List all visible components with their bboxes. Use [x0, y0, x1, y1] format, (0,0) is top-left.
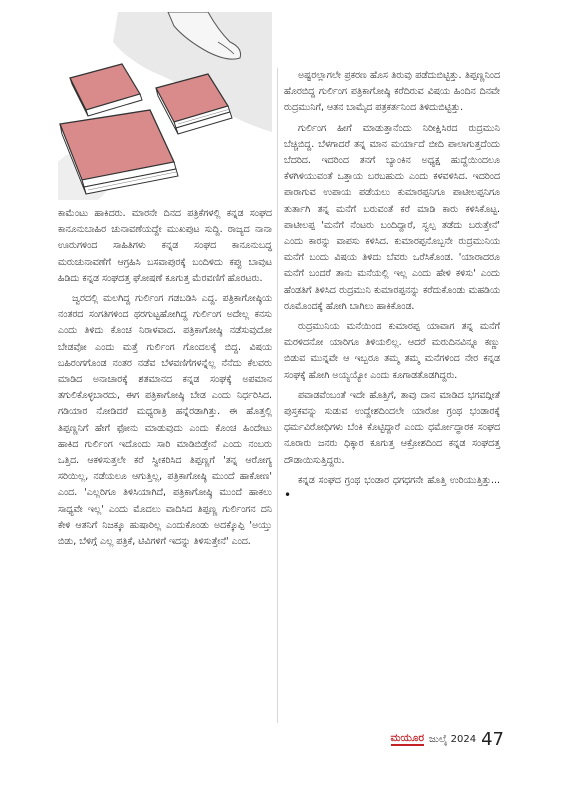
magazine-logo: ಮಯೂರ: [390, 732, 424, 744]
paragraph: ಗುರ್ಲಿಂಗ ಹೀಗೆ ಮಾಡುತ್ತಾನೆಂದು ನಿರೀಕ್ಷಿಸಿರದ ರುದ್ರಮುನಿ ಬೆಚ್ಚಿಬಿದ್ದ. ಬೆಳಗಾದರೆ ತನ್ನ ಮಾನ ಮರ್ಯಾದೆ ಬೀದಿ ಪಾಲಾಗುತ್ತದೆಂದು ಬೆದರಿದ. ಇದರಿಂದ ತನಗೆ ಬ್ಯಾಂಕಿನ ಅಧ್ಯಕ್ಷ ಹುದ್ದೆಯಿಂದಲೂ ಕೆಳಗಿಳಿಯುವಂತೆ ಒತ್ತಾಯ ಬರಬಹುದು ಎಂದು ಕಳವಳಿಸಿದ. ಇದರಿಂದ ಪಾರಾಗುವ ಉಪಾಯ ಪಡೆಯಲು ಕುಮಾರಪ್ಪನಿಗೂ ಪಾಟೀಲಪ್ಪನಿಗೂ ತುರ್ತಾಗಿ ತನ್ನ ಮನೆಗೆ ಬರುವಂತೆ ಕರೆ ಮಾಡಿ ಕಾರು ಕಳಿಸಿಕೊಟ್ಟ. ಪಾಟೀಲಪ್ಪ 'ಮನೆಗೆ ನೆಂಟರು ಬಂದಿದ್ದಾರೆ, ಸ್ವಲ್ಪ ತಡೆದು ಬರುತ್ತೇನೆ' ಎಂದು ಕಾರನ್ನು ವಾಪಸು ಕಳಿಸಿದ. ಕುಮಾರಪ್ಪನೊಬ್ಬನೇ ರುದ್ರಮುನಿಯ ಮನೆಗೆ ಬಂದು ವಿಷಯ ತಿಳಿದು ಬೆವರು ಒರೆಸಿಕೊಂಡ. 'ಯಾರಾದರೂ ಮನೆಗೆ ಬಂದರೆ ತಾನು ಮನೆಯಲ್ಲಿ ಇಲ್ಲ ಎಂದು ಹೇಳಿ ಕಳಿಸು' ಎಂದು ಹೆಂಡತಿಗೆ ತಿಳಿಸಿದ ರುದ್ರಮುನಿ ಕುಮಾರಪ್ಪನನ್ನು ಕರೆದುಕೊಂಡು ಮಹಡಿಯ ರೂಮೊಂದಕ್ಕೆ ಹೋಗಿ ಬಾಗಿಲು ಹಾಕಿಕೊಂಡ.: [284, 122, 500, 312]
article-left-column: [58, 206, 272, 554]
article-right-column: [284, 68, 500, 509]
page-number: 47: [481, 728, 504, 750]
stacked-books-illustration: [58, 12, 272, 200]
paragraph-text: ಕನ್ನಡ ಸಂಘದ ಗ್ರಂಥ ಭಂಡಾರ ಧಗಧಗನೇ ಹೊತ್ತಿ ಉರಿಯುತ್ತಿತ್ತು...: [298, 474, 500, 486]
stacked-books-icon: [58, 12, 272, 200]
end-mark: •: [284, 488, 292, 503]
column-divider: [277, 68, 278, 723]
issue-date: ಜುಲೈ 2024: [429, 733, 477, 745]
paragraph: [284, 473, 500, 505]
paragraph: ಅಷ್ಟರಲ್ಲಾಗಲೇ ಪ್ರಕರಣ ಹೊಸ ತಿರುವು ಪಡೆದುಬಿಟ್ಟಿತ್ತು. ತಿಪ್ಪಣ್ಣನಿಂದ ಹೊರಬಿದ್ದ ಗುರ್ಲಿಂಗ ಪತ್ರಿಕಾಗೋಷ್ಠಿ ಕರೆದಿರುವ ವಿಷಯ ಹಿಂದಿನ ದಿನವೇ ರುದ್ರಮುನಿಗೆ, ಆತನ ಬಾಮೈದ ಪತ್ರಕರ್ತನಿಂದ ತಿಳಿದುಬಿಟ್ಟಿತ್ತು.: [284, 70, 500, 114]
paragraph: ಪವಾಡವೆಂಬಂತೆ ಇದೇ ಹೊತ್ತಿಗೆ, ತಾವು ದಾನ ಮಾಡಿದ ಭಗವದ್ಗೀತೆ ಪುಸ್ತಕವನ್ನು ಸುಡುವ ಉದ್ದೇಶದಿಂದಲೇ ಯಾರೋ ಗ್ರಂಥ ಭಂಡಾರಕ್ಕೆ ಧರ್ಮವಿರೋಧಿಗಳು ಬೆಂಕಿ ಕೊಟ್ಟಿದ್ದಾರೆ ಎಂದು ಧರ್ಮೋದ್ಧಾರಕ ಸಂಘದ ನೂರಾರು ಜನರು ಧಿಕ್ಕಾರ ಕೂಗುತ್ತ ಆಕ್ರೋಶದಿಂದ ಕನ್ನಡ ಸಂಘದತ್ತ ದೌಡಾಯಿಸುತ್ತಿದ್ದರು.: [284, 389, 500, 466]
paragraph: ಕಾಮೆಂಟು ಹಾಕಿದರು. ಮಾರನೇ ದಿನದ ಪತ್ರಿಕೆಗಳಲ್ಲಿ ಕನ್ನಡ ಸಂಘದ ಕಾನೂನುಬಾಹಿರ ಚುನಾವಣೆಯದ್ದೇ ಮುಖಪುಟ ಸುದ್ದಿ. ರಾಜ್ಯದ ನಾನಾ ಊರುಗಳಿಂದ ಸಾಹಿತಿಗಳು ಕನ್ನಡ ಸಂಘದ ಕಾನೂನುಬದ್ಧ ಮರುಚುನಾವಣೆಗೆ ಆಗ್ರಹಿಸಿ ಬಸವಾಪುರಕ್ಕೆ ಬಂದಿಳಿದು ಕಪ್ಪು ಬಾವುಟ ಹಿಡಿದು ಕನ್ನಡ ಸಂಘದತ್ತ ಘೋಷಣೆ ಕೂಗುತ್ತ ಮೆರವಣಿಗೆ ಹೊರಟರು.: [58, 208, 272, 284]
paragraph: ರುದ್ರಮುನಿಯ ಮನೆಯಿಂದ ಕುಮಾರಪ್ಪ ಯಾವಾಗ ತನ್ನ ಮನೆಗೆ ಮರಳಿದನೋ ಯಾರಿಗೂ ತಿಳಿಯಲಿಲ್ಲ. ಆದರೆ ಮರುದಿನವಿನ್ನೂ ಕಣ್ಣು ಬಿಡುವ ಮುನ್ನವೇ ಆ ಇಬ್ಬರೂ ತಮ್ಮ ತಮ್ಮ ಮನೆಗಳಿಂದ ನೇರ ಕನ್ನಡ ಸಂಘಕ್ಕೆ ಹೋಗಿ ಅಯ್ಯಯ್ಯೋ ಎಂದು ಕೂಗಾಡತೊಡಗಿದ್ದರು.: [284, 321, 500, 381]
page-footer: [391, 728, 504, 750]
paragraph: ಜ್ವರದಲ್ಲಿ ಮಲಗಿದ್ದ ಗುರ್ಲಿಂಗ ಗಡಬಡಿಸಿ ಎದ್ದ. ಪತ್ರಿಕಾಗೋಷ್ಠಿಯ ನಂತರದ ಸಂಗತಿಗಳಿಂದ ಥರಗುಟ್ಟಹೋಗಿದ್ದ ಗುರ್ಲಿಂಗ ಅದೇಲ್ಲ ಕನಸು ಎಂದು ತಿಳಿದು ಕೊಂಚ ನಿರಾಳವಾದ. ಪತ್ರಿಕಾಗೋಷ್ಠಿ ನಡೆಸುವುದೋ ಬೇಡವೋ ಎಂದು ಮತ್ತೆ ಗುರ್ಲಿಂಗ ಗೊಂದಲಕ್ಕೆ ಬಿದ್ದ. ವಿಷಯ ಬಹಿರಂಗಗೊಂಡ ನಂತರ ನಡೆವ ಬೆಳವಣಿಗೆಗಳನ್ನೆಲ್ಲ ನೆನೆದು ಕೆಲವರು ಮಾಡಿದ ಅನಾಚಾರಕ್ಕೆ ಶತಮಾನದ ಕನ್ನಡ ಸಂಘಕ್ಕೆ ಅಪಮಾನ ತಗುಲಿಕೊಳ್ಳಬಾರದು, ಈಗ ಪತ್ರಿಕಾಗೋಷ್ಠಿ ಬೇಡ ಎಂದು ನಿರ್ಧರಿಸಿದ. ಗಡಿಯಾರ ನೋಡಿದರೆ ಮಧ್ಯರಾತ್ರಿ ಹನ್ನೆರಡಾಗಿತ್ತು. ಈ ಹೊತ್ತಲ್ಲಿ ತಿಪ್ಪಣ್ಣನಿಗೆ ಹೇಗೆ ಫೋನು ಮಾಡುವುದು ಎಂದು ಕೊಂಚ ಹಿಂದೇಟು ಹಾಕಿದ ಗುರ್ಲಿಂಗ ಇದೊಂದು ಸಾರಿ ಮಾಡಿಬಿಡ್ತೇನೆ ಎಂದು ನಂಬರು ಒತ್ತಿದ. ಆಕಳಿಸುತ್ತಲೇ ಕರೆ ಸ್ವೀಕರಿಸಿದ ತಿಪ್ಪಣ್ಣಗೆ 'ತನ್ನ ಆರೋಗ್ಯ ಸರಿಯಿಲ್ಲ, ನಡೆಯಲೂ ಆಗುತ್ತಿಲ್ಲ, ಪತ್ರಿಕಾಗೋಷ್ಠಿ ಮುಂದೆ ಹಾಕೋಣ' ಎಂದ. 'ಎಲ್ಲರಿಗೂ ತಿಳಿಸಿಯಾಗಿದೆ, ಪತ್ರಿಕಾಗೋಷ್ಠಿ ಮುಂದೆ ಹಾಕಲು ಸಾಧ್ಯವೇ ಇಲ್ಲ' ಎಂದು ಮೊದಲು ವಾದಿಸಿದ ತಿಪ್ಪಣ್ಣ ಗುರ್ಲಿಂಗನ ದನಿ ಕೇಳಿ ಆತನಿಗೆ ನಿಜಕ್ಕೂ ಹುಷಾರಿಲ್ಲ ಎಂದುಕೊಂಡು ಅದಕ್ಕೊಪ್ಪಿ 'ಅಯ್ತು ಬಿಡು, ಬೆಳಿಗ್ಗೆ ಎಲ್ಲ ಪತ್ರಿಕೆ, ಟಿವಿಗಳಿಗೆ ಇದನ್ನು ತಿಳಿಸುತ್ತೇನೆ' ಎಂದ.: [58, 293, 272, 548]
